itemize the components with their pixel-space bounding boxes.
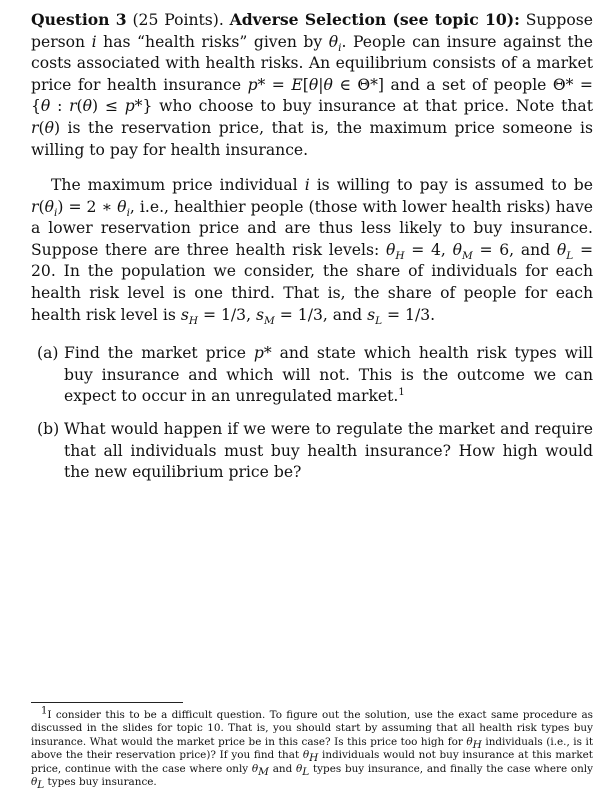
part-a-label: (a) [37, 344, 59, 362]
part-a [31, 343, 593, 408]
part-b-text: What would happen if we were to regulate the market and require that all individuals must buy health insurance? How high would the new equilibrium price be? [64, 420, 593, 482]
part-a-text: Find the market price p* and state which health risk types will buy insurance and which will not. This is the outcome we can expect to occur in an unregulated market.$^1$ [64, 344, 593, 406]
question-intro-text: Suppose person i has “health risks” given by $\theta_i$. People can insure against the costs associated with health risks. An equilibrium consists of a market price for health insurance p* = E[θ|θ ∈ Θ*] and a set of people Θ* = {θ : r(θ) ≤ p*} who choose to buy insurance at that price. Note that r(θ) is the reservation price, that is, the maximum price someone is willing to pay for health insurance. [31, 11, 593, 159]
question-title: Adverse Selection (see topic 10): [229, 10, 520, 29]
question-intro-paragraph [31, 9, 593, 161]
footnote-marker: 1 [41, 705, 48, 717]
question-heading: Question 3 [31, 10, 127, 29]
part-b [31, 419, 593, 484]
part-b-label: (b) [37, 420, 60, 438]
question-points: (25 Points). [132, 11, 224, 29]
footnote-text: I consider this to be a difficult question. To figure out the solution, use the exact same procedure as discussed in the slides for topic 10. That is, you should start by assuming that all health risk types buy insurance. What would the market price be in this case? Is this price too high for $\theta_H$ individuals (i.e., is it above the their reservation price)? If you find that $\theta_H$ individuals would not buy insurance at this market price, continue with the case where only $\theta_M$ and $\theta_L$ types buy insurance, and finally the case where only $\theta_L$ types buy insurance. [31, 709, 593, 792]
model-assumptions-paragraph: The maximum price individual i is willing to pay is assumed to be $r(\theta_i) = 2$ ∗ $\theta_i$, i.e., healthier people (those with lower health risks) have a lower reservation price and are thus less likely to buy insurance. Suppose there are three health risk levels: $\theta_H = 4$, $\theta_M = 6$, and $\theta_L = 20$. In the population we consider, the share of individuals for each health risk level is one third. That is, the share of people for each health risk level is $s_H = 1/3$, $s_M = 1/3$, and $s_L = 1/3$. [31, 176, 594, 327]
footnote-rule [31, 702, 183, 703]
footnote [31, 705, 593, 792]
